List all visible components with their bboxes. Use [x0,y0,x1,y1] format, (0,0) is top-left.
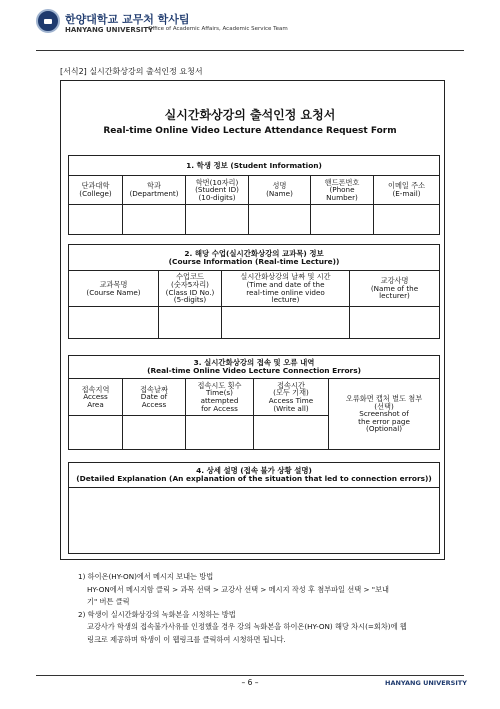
department-title-ko: 한양대학교 교무처 학사팀 [65,13,190,26]
course-name-field[interactable] [69,307,159,339]
department-title-en: Office of Academic Affairs, Academic Service Team [148,26,288,32]
student-id-field[interactable] [186,205,249,235]
lecture-time-header: 실시간화상강의 날짜 및 시간 (Time and date of the real-time online video lecture) [222,271,350,307]
note-line: 2) 학생이 실시간화상강의 녹화본을 시청하는 방법 [78,609,236,619]
university-name-en: HANYANG UNIVERSITY [65,26,154,34]
email-field[interactable] [374,205,440,235]
access-date-header: 접속날짜 Date of Access [123,379,186,416]
connection-errors-title: 3. 실시간화상강의 접속 및 오류 내역 (Real-time Online Video Lecture Connection Errors) [69,356,440,379]
note-line: 기" 버튼 클릭 [87,597,130,606]
access-time-field[interactable] [254,416,329,450]
student-info-table [68,155,440,235]
class-id-header: 수업코드 (숫자5자리) (Class ID No.) (5-digits) [159,271,222,307]
page-number: – 6 – [241,678,259,687]
page-header [36,9,466,49]
class-id-field[interactable] [159,307,222,339]
department-header: 학과 (Department) [123,176,186,205]
student-id-header: 학번(10자리) (Student ID) (10-digits) [186,176,249,205]
detailed-explanation-table [68,462,440,554]
department-field[interactable] [123,205,186,235]
footer-brand: HANYANG UNIVERSITY [385,679,467,687]
access-time-header: 접속시간 (모두 기재) Access Time (Write all) [254,379,329,416]
access-date-field[interactable] [123,416,186,450]
attempts-header: 접속시도 횟수 Time(s) attempted for Access [186,379,254,416]
footer-divider [36,675,464,676]
lecturer-name-field[interactable] [350,307,440,339]
email-header: 이메일 주소 (E-mail) [374,176,440,205]
form-label: [서식2] 실시간화상강의 출석인정 요청서 [60,67,203,76]
lecturer-name-header: 교강사명 (Name of the lecturer) [350,271,440,307]
student-info-title: 1. 학생 정보 (Student Information) [69,156,440,176]
form-title-en: Real-time Online Video Lecture Attendance Request Form [103,126,397,136]
header-divider [36,50,464,51]
note-line: 교강사가 학생의 접속불가사유를 인정했을 경우 강의 녹화본을 하이온(HY-ON) 해당 차시(=회차)에 웹 [87,622,407,631]
name-header: 성명 (Name) [249,176,311,205]
note-line: HY-ON에서 메시지함 클릭 > 과목 선택 > 교강사 선택 > 메시지 작성 후 첨부파일 선택 > "보내 [87,584,389,594]
note-line: 1) 하이온(HY-ON)에서 메시지 보내는 방법 [78,572,214,581]
college-field[interactable] [69,205,123,235]
hanyang-logo-icon [36,9,60,33]
access-area-header: 접속지역 Access Area [69,379,123,416]
name-field[interactable] [249,205,311,235]
notes [78,571,448,646]
lecture-time-field[interactable] [222,307,350,339]
form-title-ko: 실시간화상강의 출석인정 요청서 [164,108,336,122]
connection-errors-table [68,355,440,450]
phone-header: 핸드폰번호 (Phone Number) [311,176,374,205]
course-info-title: 2. 해당 수업(실시간화상강의 교과목) 정보 (Course Information (Real-time Lecture)) [69,245,440,271]
access-area-field[interactable] [69,416,123,450]
course-info-table [68,244,440,339]
attempts-field[interactable] [186,416,254,450]
course-name-header: 교과목명 (Course Name) [69,271,159,307]
phone-field[interactable] [311,205,374,235]
screenshot-attachment-cell[interactable]: 오류화면 캡처 별도 첨부 (선택) Screenshot of the error page (Optional) [329,379,440,450]
college-header: 단과대학 (College) [69,176,123,205]
detailed-explanation-title: 4. 상세 설명 (접속 불가 상황 설명) (Detailed Explanation (An explanation of the situation that led to connection errors)) [69,463,440,488]
note-line: 링크로 제공하며 학생이 이 웹링크를 클릭하여 시청하면 됩니다. [87,634,286,644]
detailed-explanation-field[interactable] [69,488,440,554]
